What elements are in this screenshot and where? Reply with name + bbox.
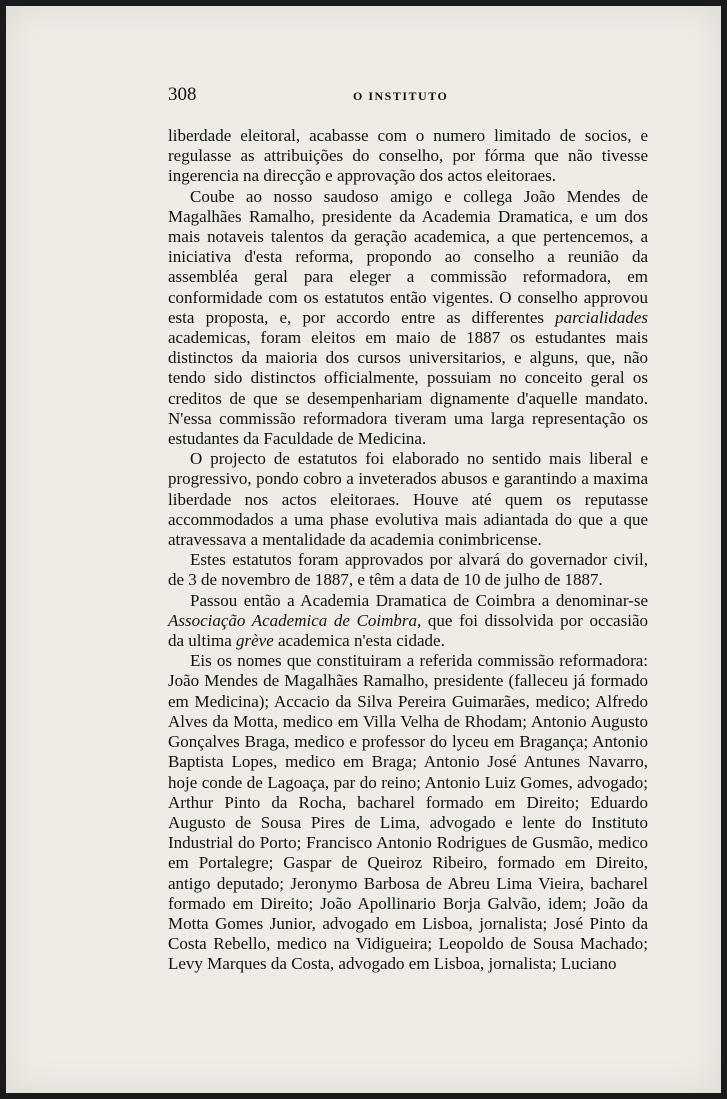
text-segment: Passou então a Academia Dramatica de Coimbra a denominar-se xyxy=(190,590,648,610)
running-title: O INSTITUTO xyxy=(353,89,449,103)
text-segment: Estes estatutos foram approvados por alvará do governador civil, de 3 de novembro de 1887, e têm a data de 10 de julho de 1887. xyxy=(168,550,648,590)
paragraph xyxy=(168,651,648,974)
book-page xyxy=(6,6,721,1093)
text-segment: academicas, foram eleitos em maio de 1887 os estudantes mais distinctos da maioria dos cursos universitarios, e alguns, que, não tendo sido distinctos officialmente, possuiam no conceito geral os creditos de que se desempenhariam dignamente d'aquelle mandato. N'essa commissão reformadora tiveram uma larga representação os estudantes da Faculdade de Medicina. xyxy=(168,328,648,449)
text-segment: Eis os nomes que constituiram a referida commissão reformadora: João Mendes de Magalhães Ramalho, presidente (falleceu já formado em Medicina); Accacio da Silva Pereira Guimarães, medico; Alfredo Alves da Motta, medico em Villa Velha de Rhodam; Antonio Augusto Gonçalves Braga, medico e professor do lyceu em Bragança; Antonio Baptista Lopes, medico em Braga; Antonio José Antunes Navarro, hoje conde de Lagoaça, par do reino; Antonio Luiz Gomes, advogado; Arthur Pinto da Rocha, bacharel formado em Direito; Eduardo Augusto de Sousa Pires de Lima, advogado e lente do Instituto Industrial do Porto; Francisco Antonio Rodrigues de Gusmão, medico em Portalegre; Gaspar de Queiroz Ribeiro, formado em Direito, antigo deputado; Jeronymo Barbosa de Abreu Lima Vieira, bacharel formado em Direito; João Apollinario Borja Galvão, idem; João da Motta Gomes Junior, advogado em Lisboa, jornalista; José Pinto da Costa Rebello, medico na Vidigueira; Leopoldo de Sousa Machado; Levy Marques da Costa, advogado em Lisboa, jornalista; Luciano xyxy=(168,651,648,974)
body-text xyxy=(168,126,648,975)
text-segment: O projecto de estatutos foi elaborado no sentido mais liberal e progressivo, pondo cobro a inveterados abusos e garantindo a maxima liberdade nos actos eleitoraes. Houve até quem os reputasse accommodados a uma phase evolutiva mais adiantada do que a que atravessava a mentalidade da academia conimbricense. xyxy=(168,449,648,550)
text-segment: Coube ao nosso saudoso amigo e collega João Mendes de Magalhães Ramalho, presidente da Academia Dramatica, e um dos mais notaveis talentos da geração academica, a que pertencemos, a iniciativa d'esta reforma, propondo ao conselho a reunião da assembléa geral para eleger a commissão reformadora, em conformidade com os estatutos então vigentes. O conselho approvou esta proposta, e, por accordo entre as differentes xyxy=(168,186,648,327)
paragraph xyxy=(168,187,648,450)
paragraph xyxy=(168,550,648,590)
italic-text: parcialidades xyxy=(555,307,648,327)
italic-text: grève xyxy=(235,631,274,651)
paragraph xyxy=(168,126,648,187)
italic-text: Associação Academica de Coimbra, xyxy=(168,610,422,630)
text-segment: academica n'esta cidade. xyxy=(273,631,445,651)
paragraph xyxy=(168,591,648,652)
page-header xyxy=(168,84,648,108)
page-number: 308 xyxy=(168,84,197,105)
text-segment: que foi dissolvida por occasião da ultima xyxy=(168,610,648,651)
text-segment: liberdade eleitoral, acabasse com o numero limitado de socios, e regulasse as attribuições do conselho, por fórma que não tivesse ingerencia na direcção e approvação dos actos eleitoraes. xyxy=(168,126,648,186)
paragraph xyxy=(168,449,648,550)
